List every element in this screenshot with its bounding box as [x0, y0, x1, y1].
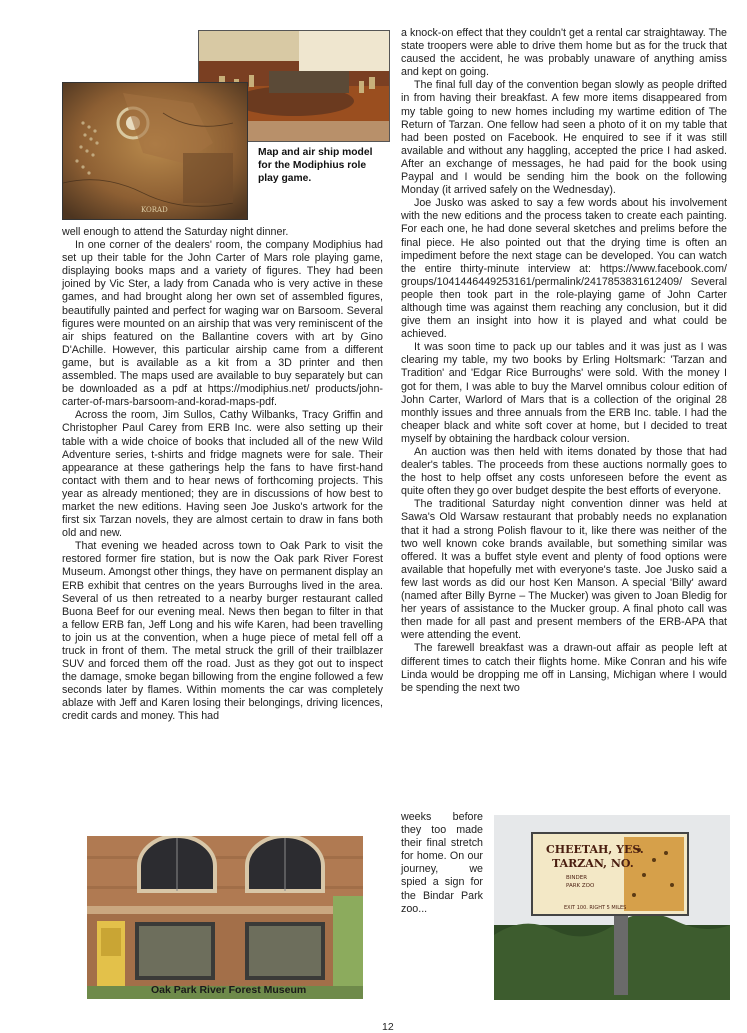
museum-building-art — [87, 836, 363, 999]
right-column — [401, 27, 727, 695]
narrow-paragraph: weeks before they too made their final stretch for home. On our journey, we spied a sign for the Bindar Park zoo... — [401, 811, 483, 915]
page-number: 12 — [382, 1021, 394, 1033]
billboard-sub2: PARK ZOO — [566, 883, 595, 889]
billboard-photo — [494, 815, 730, 1000]
map-caption: Map and air ship model for the Modiphius role play game. — [258, 147, 373, 184]
left-paragraph: In one corner of the dealers' room, the company Modiphius had set up their table for the John Carter of Mars role playing game, displaying books maps and a variety of figures. They had been joined by Vic Ster, a lady from Canada who is very active in these games, and had brought along her own set of assembled figures, beautifully painted and perfect for waging war on Barsoom. Several figures were mounted on an airship that was very reminiscent of the air ships featured on the Ballantine covers with art by Gino D'Achille. However, this particular airship came from a different game, but is available as a kit from a 3D printer and then assembled. The maps used are available to buy separately but can be downloaded as a pdf at https://modiphius.net/ products/john-carter-of-mars-barsoom-and-korad-maps-pdf. — [62, 239, 383, 409]
right-paragraph: The traditional Saturday night convention dinner was held at Sawa's Old Warsaw restaurant that probably needs no explanation that it had a strong Polish flavour to it, like there was neither of the two well known coke brands available, but something similar was offered. It was a buffet style event and plenty of food options were available that hopefully met with everyone's taste. Joe Jusko said a few last words as did our host Ken Manson. A special 'Billy' award (named after Billy Byrne – The Mucker) was given to Joan Bledig for her years of assistance to the Mucker group. A final photo call was then made for all past and present members of the ERB-APA that were attending the event. — [401, 498, 727, 642]
billboard-sub1: BINDER — [566, 875, 588, 881]
museum-caption: Oak Park River Forest Museum — [151, 984, 307, 996]
map-korad-label: KORAD — [141, 206, 168, 214]
left-paragraph: That evening we headed across town to Oak Park to visit the restored former fire station, but is now the Oak park River Forest Museum. Amongst other things, they have on permanent display an ERB exhibit that centres on the years Burroughs lived in the area. Several of us then retreated to a nearby burger restaurant called Buona Beef for our evening meal. News then began to filter in that a fellow ERB fan, Jeff Long and his wife Karen, had been travelling to join us at the convention, when a huge piece of metal fell off a truck in front of them. The metal struck the grill of their trailblazer SUV and forced them off the road. Just as they got out to inspect the damage, smoke began billowing from the engine followed a few seconds later by flames. Within moments the car was completely ablaze with Jeff and Karen losing their belongings, driving licences, credit cards and money. This had — [62, 540, 383, 723]
narrow-text — [401, 811, 483, 916]
billboard-art — [494, 815, 730, 1000]
museum-photo — [87, 836, 363, 999]
left-column — [62, 226, 383, 724]
right-paragraph: The farewell breakfast was a drawn-out affair as people left at different times to catch their flights home. Mike Conran and his wife Linda would be dropping me off in Lansing, Michigan where I would be spending the next two — [401, 642, 727, 694]
right-paragraph: Joe Jusko was asked to say a few words about his involvement with the new editions and the process taken to create each painting. For each one, he had done several sketches and prelims before the final piece. He also pointed out that the drying time is often an impediment before the next stage can be developed. You can watch the entire thirty-minute interview at: https://www.facebook.com/ groups/1041446449253161/permalink/2417853831612409/ Several people then took part in the role-playing game of John Carter although time was against them reaching any conclusion, but it did give them an insight into how it is played and what could be achieved. — [401, 197, 727, 341]
map-photo — [62, 82, 248, 220]
right-paragraph: a knock-on effect that they couldn't get a rental car straightaway. The state troopers were able to drive them home but as for the truck that caused the accident, he was probably unaware of anything amiss and kept on going. — [401, 27, 727, 79]
right-paragraph: An auction was then held with items donated by those that had dealer's tables. The proceeds from these auctions normally goes to the host to help offset any costs unforeseen before the event as quite often they go over budget despite the best efforts of everyone. — [401, 446, 727, 498]
left-paragraph: Across the room, Jim Sullos, Cathy Wilbanks, Tracy Griffin and Christopher Paul Carey from ERB Inc. were also setting up their table with a wide choice of books that included all of the new Wild Adventure series, t-shirts and fridge magnets were for sale. Their appearance at these gatherings help the fans to have first-hand contact with them and to hear news of forthcoming projects. This year as already mentioned; they are in discussions of how best to market the new editions. Having seen Joe Jusko's artwork for the first six Tarzan novels, they are almost certain to draw in fans both old and new. — [62, 409, 383, 540]
mars-map-art — [63, 83, 247, 219]
billboard-line1: CHEETAH, YES. — [546, 843, 644, 856]
billboard-line2: TARZAN, NO. — [552, 857, 634, 870]
left-paragraph: well enough to attend the Saturday night dinner. — [62, 226, 289, 238]
billboard-exit: EXIT 100. RIGHT 5 MILES — [564, 905, 627, 911]
right-paragraph: It was soon time to pack up our tables and it was just as I was clearing my table, my two books by Erling Holtsmark: 'Tarzan and Tradition' and 'Edgar Rice Burroughs' were sold. With the money I got for them, I was able to buy the Marvel omnibus colour edition of John Carter, Warlord of Mars that is a collection of the original 28 monthly issues and three annuals from the ERB Inc. table. I had the cheaper black and white soft cover at home, but I decided to treat myself by obtaining the hardback colour version. — [401, 341, 727, 445]
right-paragraph: The final full day of the convention began slowly as people drifted in from having their breakfast. A few more items disappeared from my table going to new homes including my wartime edition of The Return of Tarzan. One fellow had seen a photo of it on my table that had been posted on Facebook. He enquired to see if it was still available and without any haggling, accepted the price I had asked. After an exchange of messages, he had paid for the book using Paypal and I would be sending him the book on the following Monday (it arrived safely on the Wednesday). — [401, 79, 727, 197]
